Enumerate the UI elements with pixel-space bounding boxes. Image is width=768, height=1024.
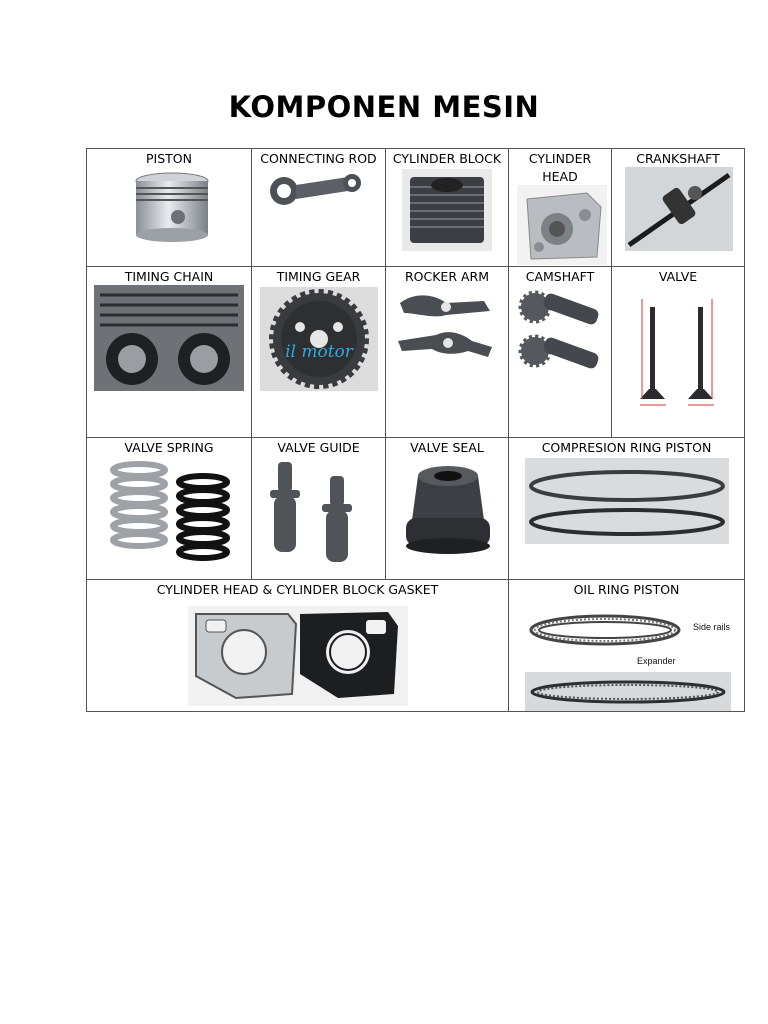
valve-spring-icon xyxy=(107,460,233,564)
label-rocker-arm: ROCKER ARM xyxy=(404,269,490,284)
cell-rocker-arm xyxy=(385,266,509,438)
cell-timing-gear xyxy=(251,266,386,438)
label-connecting-rod: CONNECTING ROD xyxy=(260,151,377,166)
piston-icon xyxy=(132,171,212,243)
compression-ring-icon xyxy=(525,458,729,544)
components-table xyxy=(86,148,745,712)
valve-icon xyxy=(622,287,734,413)
label-gasket: CYLINDER HEAD & CYLINDER BLOCK GASKET xyxy=(156,582,439,597)
page-title: KOMPONEN MESIN xyxy=(228,90,540,124)
label-cylinder-head: CYLINDER HEAD xyxy=(528,151,592,184)
camshaft-icon xyxy=(517,289,607,381)
valve-guide-icon xyxy=(264,460,374,564)
label-piston: PISTON xyxy=(146,151,192,166)
cell-valve-seal xyxy=(385,437,509,580)
cell-compression-ring xyxy=(508,437,745,580)
timing-gear-icon xyxy=(260,287,378,391)
valve-seal-icon xyxy=(398,462,498,558)
cell-connecting-rod xyxy=(251,148,386,267)
label-valve: VALVE xyxy=(658,269,698,284)
timing-gear-watermark: il motor xyxy=(285,342,353,362)
cell-piston xyxy=(86,148,252,267)
cell-crankshaft xyxy=(611,148,745,267)
timing-chain-icon xyxy=(94,285,244,391)
label-timing-chain: TIMING CHAIN xyxy=(124,269,214,284)
cylinder-head-icon xyxy=(517,185,607,265)
cell-cylinder-block xyxy=(385,148,509,267)
oil-ring-icon xyxy=(525,600,731,712)
label-oil-ring: OIL RING PISTON xyxy=(573,582,680,597)
oil-ring-expander-label: Expander xyxy=(637,656,676,666)
crankshaft-icon xyxy=(625,167,733,251)
label-cylinder-block: CYLINDER BLOCK xyxy=(392,151,502,166)
cell-cylinder-head xyxy=(508,148,612,267)
rocker-arm-icon xyxy=(396,289,500,369)
cell-gasket xyxy=(86,579,509,712)
label-timing-gear: TIMING GEAR xyxy=(276,269,361,284)
cylinder-block-icon xyxy=(402,169,492,251)
cell-oil-ring xyxy=(508,579,745,712)
label-valve-spring: VALVE SPRING xyxy=(124,440,214,455)
cell-valve xyxy=(611,266,745,438)
label-valve-guide: VALVE GUIDE xyxy=(277,440,360,455)
cell-camshaft xyxy=(508,266,612,438)
label-compression-ring: COMPRESION RING PISTON xyxy=(541,440,712,455)
cell-valve-spring xyxy=(86,437,252,580)
label-valve-seal: VALVE SEAL xyxy=(410,440,484,455)
connecting-rod-icon xyxy=(268,169,368,213)
label-crankshaft: CRANKSHAFT xyxy=(636,151,720,166)
gasket-icon xyxy=(188,606,408,706)
oil-ring-side-label: Side rails xyxy=(693,622,731,632)
cell-timing-chain xyxy=(86,266,252,438)
cell-valve-guide xyxy=(251,437,386,580)
label-camshaft: CAMSHAFT xyxy=(525,269,595,284)
